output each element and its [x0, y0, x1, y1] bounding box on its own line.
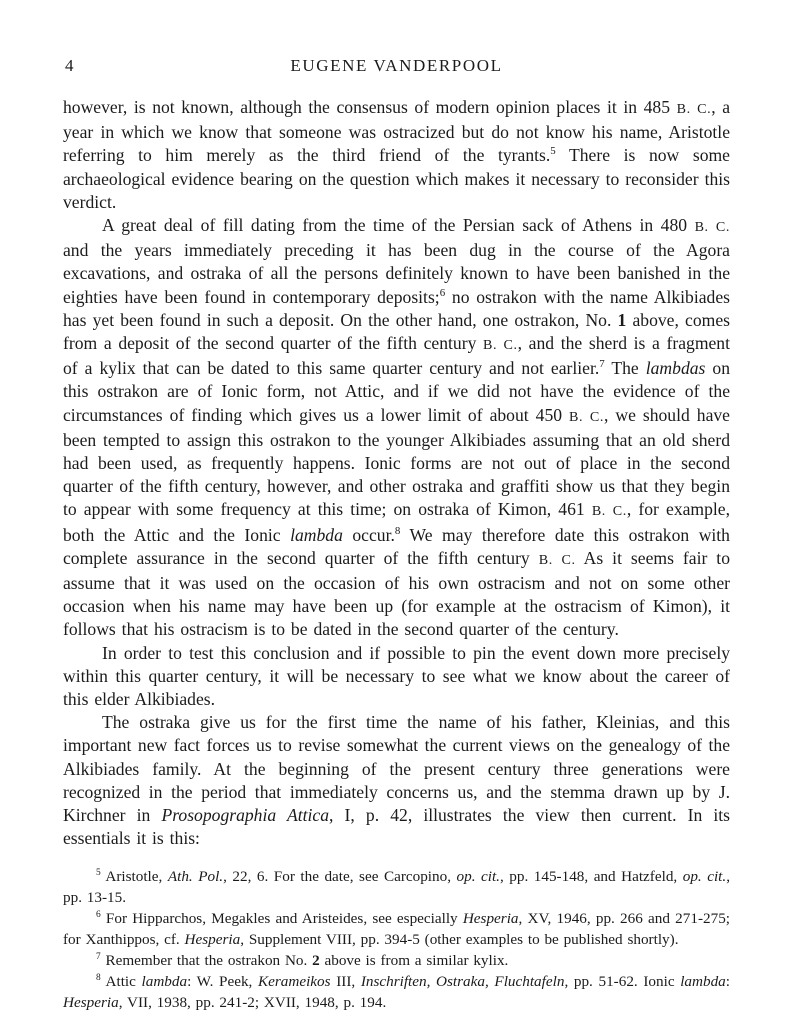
text-run: , I, p. 42, illustrates the view then current. In its essentials it is this:: [63, 805, 730, 849]
text-run: For Hipparchos, Megakles and Aristeides, see especially: [100, 909, 463, 927]
text-run: op. cit.: [456, 867, 500, 885]
text-run: Remember that the ostrakon No.: [100, 951, 313, 969]
text-run: III,: [330, 972, 361, 990]
page-header: [63, 56, 730, 76]
text-run: lambdas: [645, 358, 706, 379]
text-run: B. C.: [569, 408, 604, 425]
text-run: B. C.: [591, 503, 627, 520]
footnote-ref: 5: [96, 867, 101, 878]
footnote: [63, 971, 730, 1013]
paragraph: [63, 642, 730, 712]
text-run: The: [604, 358, 646, 379]
text-run: Hesperia: [63, 993, 119, 1011]
text-run: Ath. Pol.: [167, 867, 224, 885]
footnote-ref: 5: [550, 145, 556, 158]
text-run: above is from a similar kylix.: [319, 951, 509, 969]
text-run: on this ostrakon are of Ionic form, not Attic, and if we did not have the evidence of the circumstances of finding which gives us a lower limit of about 450: [63, 358, 730, 425]
text-run: B. C.: [538, 551, 576, 568]
paragraph: [63, 96, 730, 214]
text-run: The ostraka give us for the first time the name of his father, Kleinias, and this important new fact forces us to revise somewhat the current views on the genealogy of the Alkibiades family. At the beginning of the present century three generations were recognized in the period that immediately concerns us, and the stemma drawn up by J. Kirchner in: [63, 712, 730, 826]
footnotes: [63, 866, 730, 1013]
text-run: , for example, both the Attic and the Ionic: [63, 499, 731, 545]
page-content: [63, 56, 730, 1013]
text-run: , pp. 145-148, and Hatzfeld,: [499, 867, 683, 885]
footnote: [63, 908, 730, 950]
page-number: 4: [65, 56, 74, 75]
text-run: As it seems fair to assume that it was used on the occasion of his own ostracism and not on some other occasion when his name may have been up (for example at the ostracism of Kimon), it follows that his ostracism is to be dated in the second quarter of the century.: [63, 547, 730, 640]
text-run: , a year in which we know that someone was ostracized but do not know his name, Aristotle referring to him merely as the third friend of the tyrants.: [63, 97, 731, 166]
text-run: , pp. 51-62. Ionic: [564, 972, 681, 990]
text-run: In order to test this conclusion and if possible to pin the event down more precisely within this quarter century, it will be necessary to see what we know about the career of this elder Alkibiades.: [63, 642, 730, 710]
text-run: Inschriften, Ostraka, Fluchtafeln: [360, 972, 565, 990]
text-run: We may therefore date this ostrakon with complete assurance in the second quarter of the fifth century: [63, 524, 730, 568]
text-run: , XV, 1946, pp. 266 and 271-275; for Xanthippos, cf.: [63, 909, 731, 948]
text-run: Hesperia: [184, 930, 241, 948]
text-run: , 22, 6. For the date, see Carcopino,: [223, 867, 457, 885]
footnote: [63, 950, 730, 971]
text-run: , VII, 1938, pp. 241-2; XVII, 1948, p. 194.: [118, 993, 387, 1011]
text-run: Attic: [100, 972, 142, 990]
footnote-ref: 8: [96, 972, 101, 983]
paragraph: [63, 711, 730, 850]
text-run: , Supplement VIII, pp. 394-5 (other examples to be published shortly).: [240, 930, 679, 948]
paragraph: [63, 214, 730, 642]
text-run: , we should have been tempted to assign this ostrakon to the younger Alkibiades assuming that an old sherd had been used, as frequently happens. Ionic forms are not out of place in the second quarter of the fifth century, however, and other ostraka and graffiti show us that they begin to appear with some frequency at this time; on ostraka of Kimon, 461: [63, 404, 730, 520]
text-run: 1: [617, 309, 627, 330]
text-run: no ostrakon with the name Alkibiades has yet been found in such a deposit. On the other hand, one ostrakon, No.: [63, 286, 730, 330]
text-run: :: [725, 972, 730, 990]
footnote-ref: 8: [394, 524, 401, 537]
footnote-ref: 7: [96, 951, 101, 962]
text-run: : W. Peek,: [187, 972, 258, 990]
text-run: lambda: [680, 972, 726, 990]
footnote-ref: 7: [599, 358, 605, 371]
footnote-ref: 6: [439, 286, 446, 299]
text-run: Prosopographia Attica: [161, 805, 329, 826]
text-run: Kerameikos: [258, 972, 331, 990]
text-run: Hesperia: [462, 909, 519, 927]
text-run: B. C.: [694, 219, 730, 236]
text-run: , pp. 13-15.: [63, 867, 730, 906]
text-run: , and the sherd is a fragment of a kylix that can be dated to this same quarter century and not earlier.: [63, 333, 730, 379]
text-run: Aristotle,: [100, 867, 168, 885]
text-run: however, is not known, although the consensus of modern opinion places it in 485: [63, 97, 677, 117]
text-run: 2: [312, 951, 320, 969]
text-run: B. C.: [676, 101, 712, 117]
text-run: lambda: [290, 524, 343, 545]
text-run: and the years immediately preceding it has been dug in the course of the Agora excavations, and ostraka of all the persons definitely known to have been banished in the eighties have been found in contemporary deposits;: [63, 240, 730, 307]
footnote-ref: 6: [96, 909, 101, 920]
text-run: There is now some archaeological evidence bearing on the question which makes it necessary to reconsider this verdict.: [63, 145, 730, 212]
text-run: A great deal of fill dating from the time of the Persian sack of Athens in 480: [102, 215, 695, 236]
body-text: [63, 96, 730, 851]
text-run: occur.: [342, 524, 395, 545]
text-run: B. C.: [483, 337, 518, 354]
footnote: [63, 866, 730, 908]
running-head-title: EUGENE VANDERPOOL: [290, 56, 503, 75]
text-run: above, comes from a deposit of the second quarter of the fifth century: [63, 309, 730, 354]
text-run: op. cit.: [682, 867, 727, 885]
text-run: lambda: [141, 972, 188, 990]
